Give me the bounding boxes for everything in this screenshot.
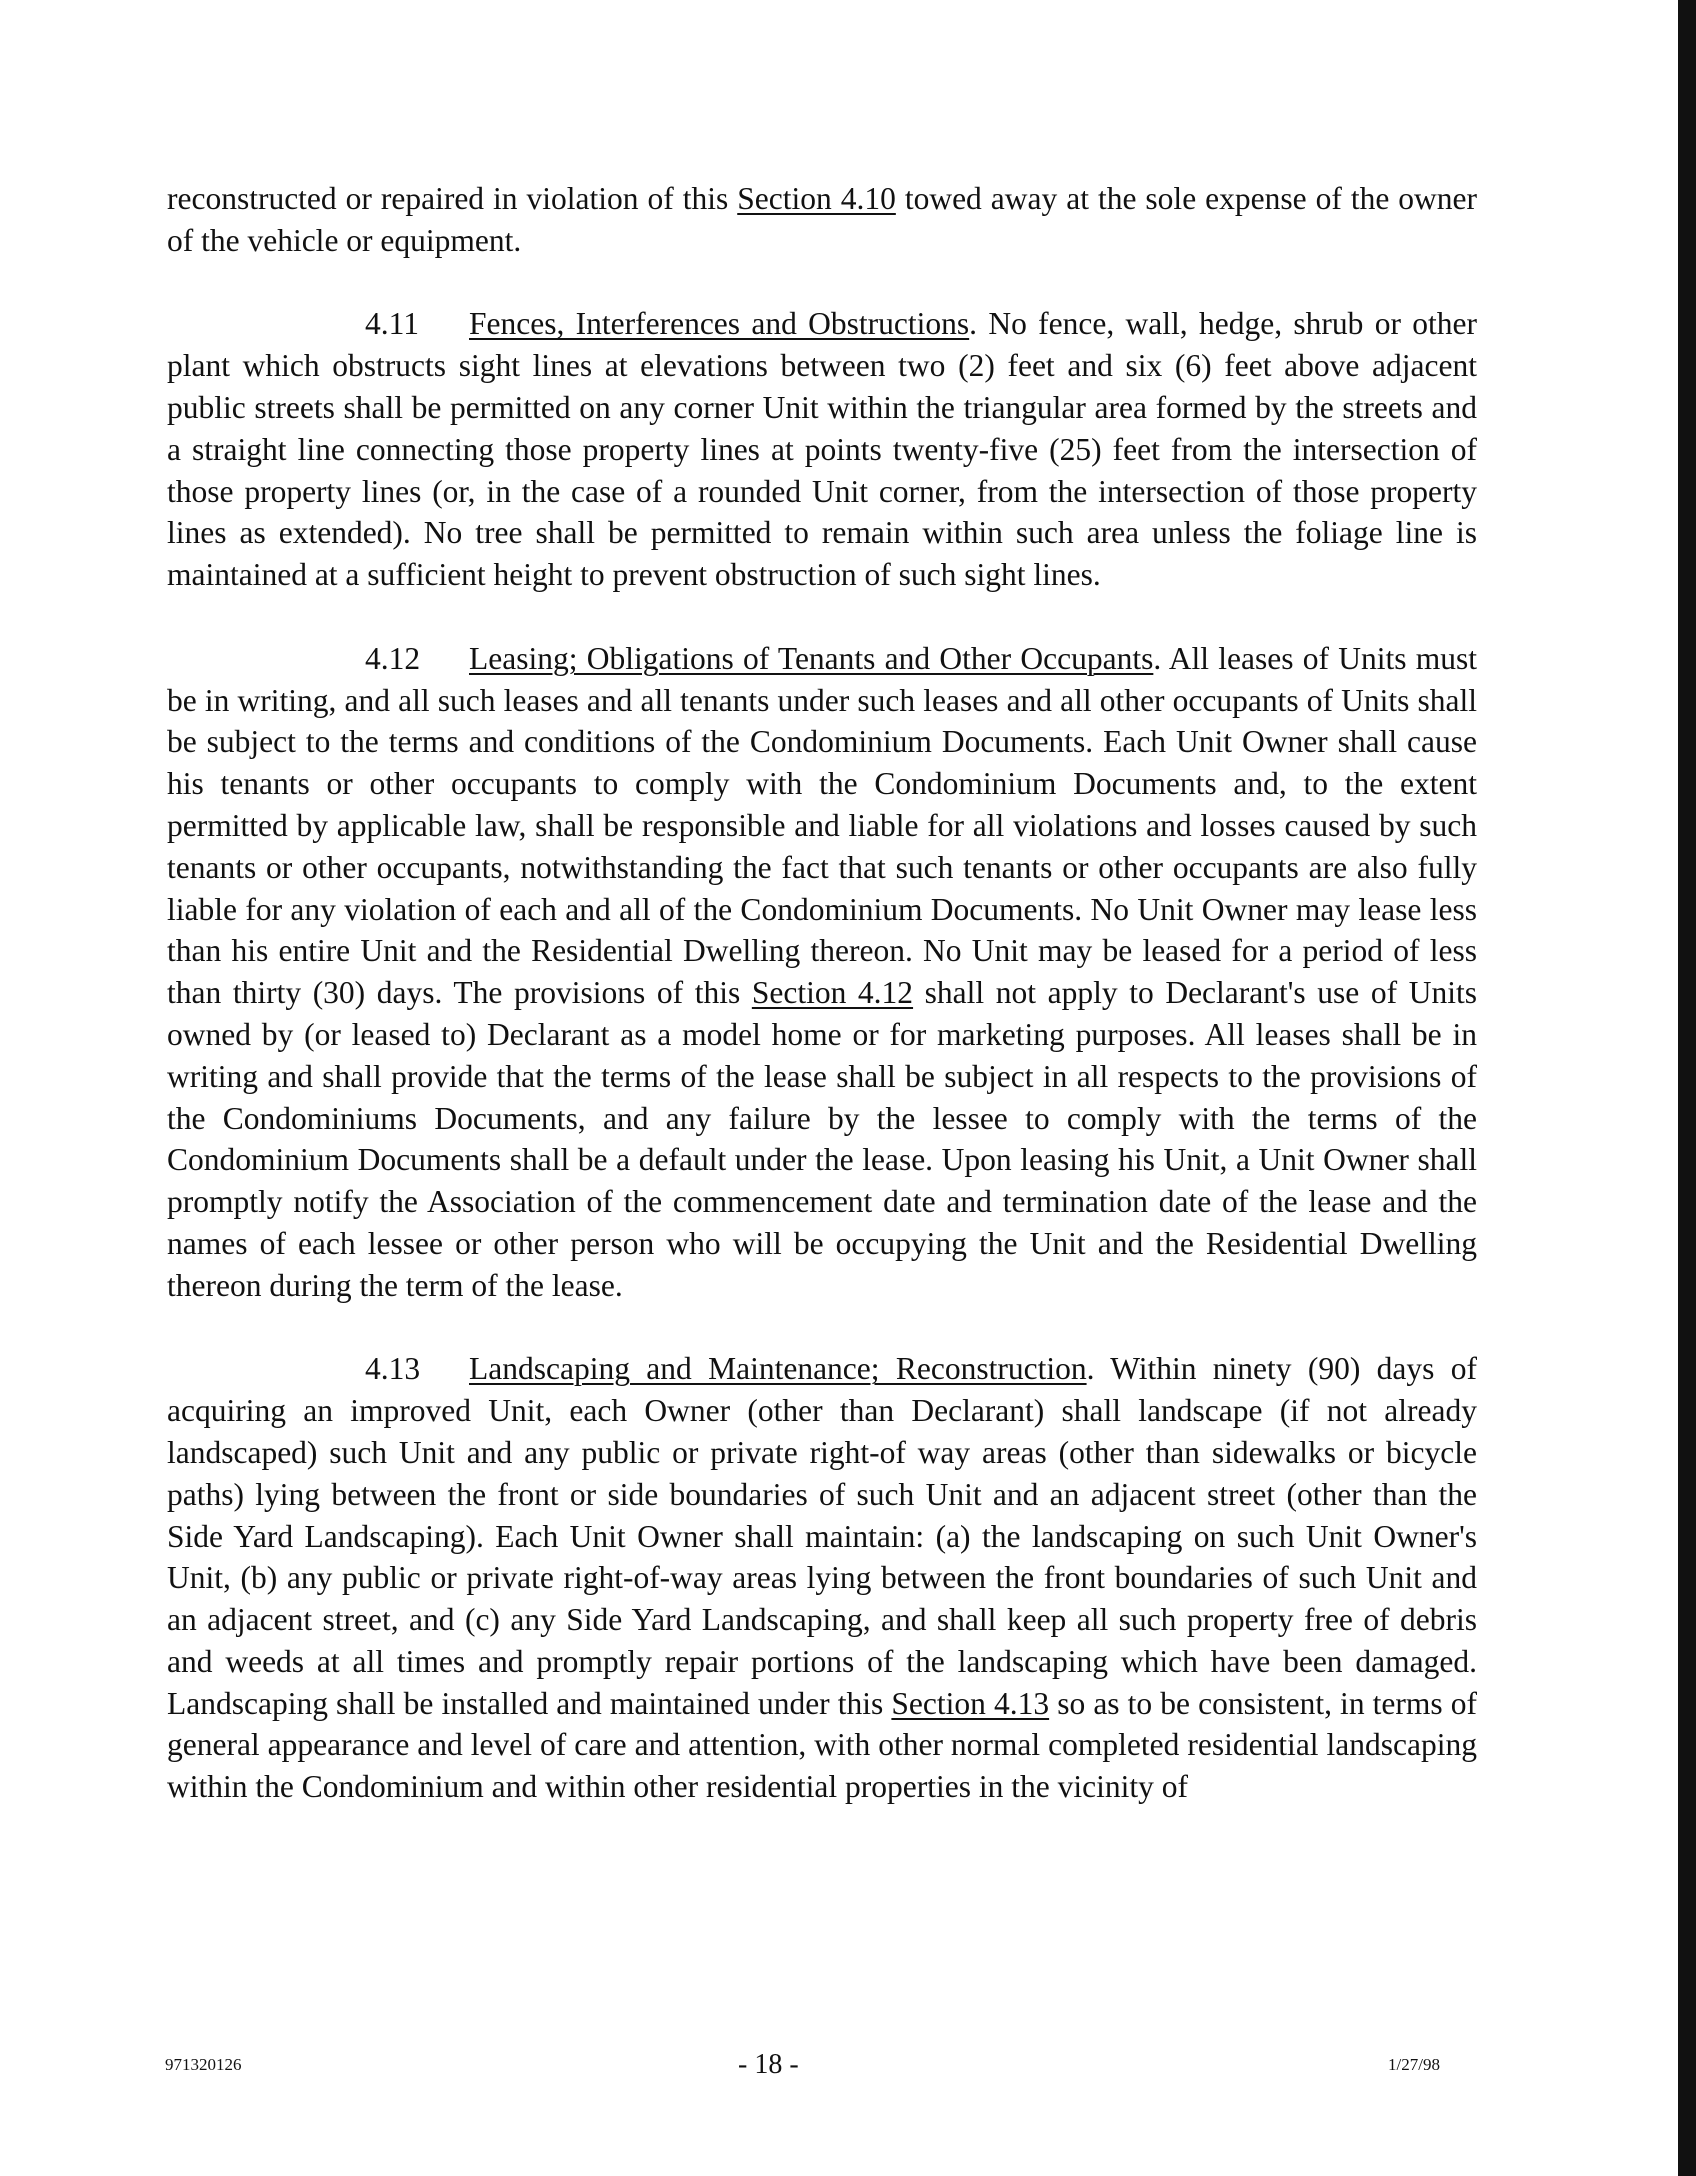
paragraph-text: . No fence, wall, hedge, shrub or other plant which obstructs sight lines at elevations between two (2) feet and six (6) feet above adjacent public streets shall be permitted on any corner Unit within the triangular area formed by the streets and a straight line connecting those property lines at points twenty-five (25) feet from the intersection of those property lines (or, in the case of a rounded Unit corner, from the intersection of those property lines as extended). No tree shall be permitted to remain within such area unless the foliage line is maintained at a sufficient height to prevent obstruction of such sight lines. xyxy=(167,306,1477,593)
paragraph-continuation xyxy=(167,178,1477,262)
paragraph-text: towed away at the sole expense of the owner of the vehicle or equipment. xyxy=(167,181,1478,258)
paragraph-text: reconstructed or repaired in violation of this xyxy=(167,181,738,216)
section-number: 4.11 xyxy=(365,306,419,342)
section-reference: Section 4.13 xyxy=(891,1685,1050,1721)
document-body xyxy=(167,178,1477,1850)
footer-date: 1/27/98 xyxy=(1388,2055,1440,2074)
section-reference: Section 4.12 xyxy=(751,975,914,1011)
paragraph-text: shall not apply to Declarant's use of Units owned by (or leased to) Declarant as a model home or for marketing purposes. All leases shall be in writing and shall provide that the terms of the lease shall be subject in all respects to the provisions of the Condominiums Documents, and any failure by the lessee to comply with the terms of the Condominium Documents shall be a default under the lease. Upon leasing his Unit, a Unit Owner shall promptly notify the Association of the commencement date and termination date of the lease and the names of each lessee or other person who will be occupying the Unit and the Residential Dwelling thereon during the term of the lease. xyxy=(167,975,1477,1303)
section-heading: Landscaping and Maintenance; Reconstruction xyxy=(469,1351,1087,1387)
section-4-12 xyxy=(167,638,1477,1307)
section-4-11 xyxy=(167,303,1477,596)
section-number: 4.13 xyxy=(365,1351,421,1387)
section-heading: Leasing; Obligations of Tenants and Other Occupants xyxy=(469,640,1154,676)
section-heading: Fences, Interferences and Obstructions xyxy=(469,306,970,342)
section-reference: Section 4.10 xyxy=(737,181,896,216)
scan-border xyxy=(1678,0,1696,2176)
paragraph-text: so as to be consistent, in terms of general appearance and level of care and attention, with other normal completed residential landscaping within the Condominium and within other residential properties in the vicinity of xyxy=(167,1685,1477,1805)
footer-page-number: - 18 - xyxy=(738,2049,799,2080)
paragraph-text: . Within ninety (90) days of acquiring an improved Unit, each Owner (other than Declarant) shall landscape (if not already landscaped) such Unit and any public or private right-of way areas (other than sidewalks or bicycle paths) lying between the front or side boundaries of such Unit and an adjacent street (other than the Side Yard Landscaping). Each Unit Owner shall maintain: (a) the landscaping on such Unit Owner's Unit, (b) any public or private right-of-way areas lying between the front boundaries of such Unit and an adjacent street, and (c) any Side Yard Landscaping, and shall keep all such property free of debris and weeds at all times and promptly repair portions of the landscaping which have been damaged. Landscaping shall be installed and maintained under this xyxy=(167,1351,1477,1721)
footer-document-id: 971320126 xyxy=(165,2055,242,2074)
section-number: 4.12 xyxy=(365,640,421,676)
paragraph-text: . All leases of Units must be in writing, and all such leases and all tenants under such leases and all other occupants of Units shall be subject to the terms and conditions of the Condominium Documents. Each Unit Owner shall cause his tenants or other occupants to comply with the Condominium Documents and, to the extent permitted by applicable law, shall be responsible and liable for all violations and losses caused by such tenants or other occupants, notwithstanding the fact that such tenants or other occupants are also fully liable for any violation of each and all of the Condominium Documents. No Unit Owner may lease less than his entire Unit and the Residential Dwelling thereon. No Unit may be leased for a period of less than thirty (30) days. The provisions of this xyxy=(167,640,1477,1011)
section-4-13 xyxy=(167,1348,1477,1808)
